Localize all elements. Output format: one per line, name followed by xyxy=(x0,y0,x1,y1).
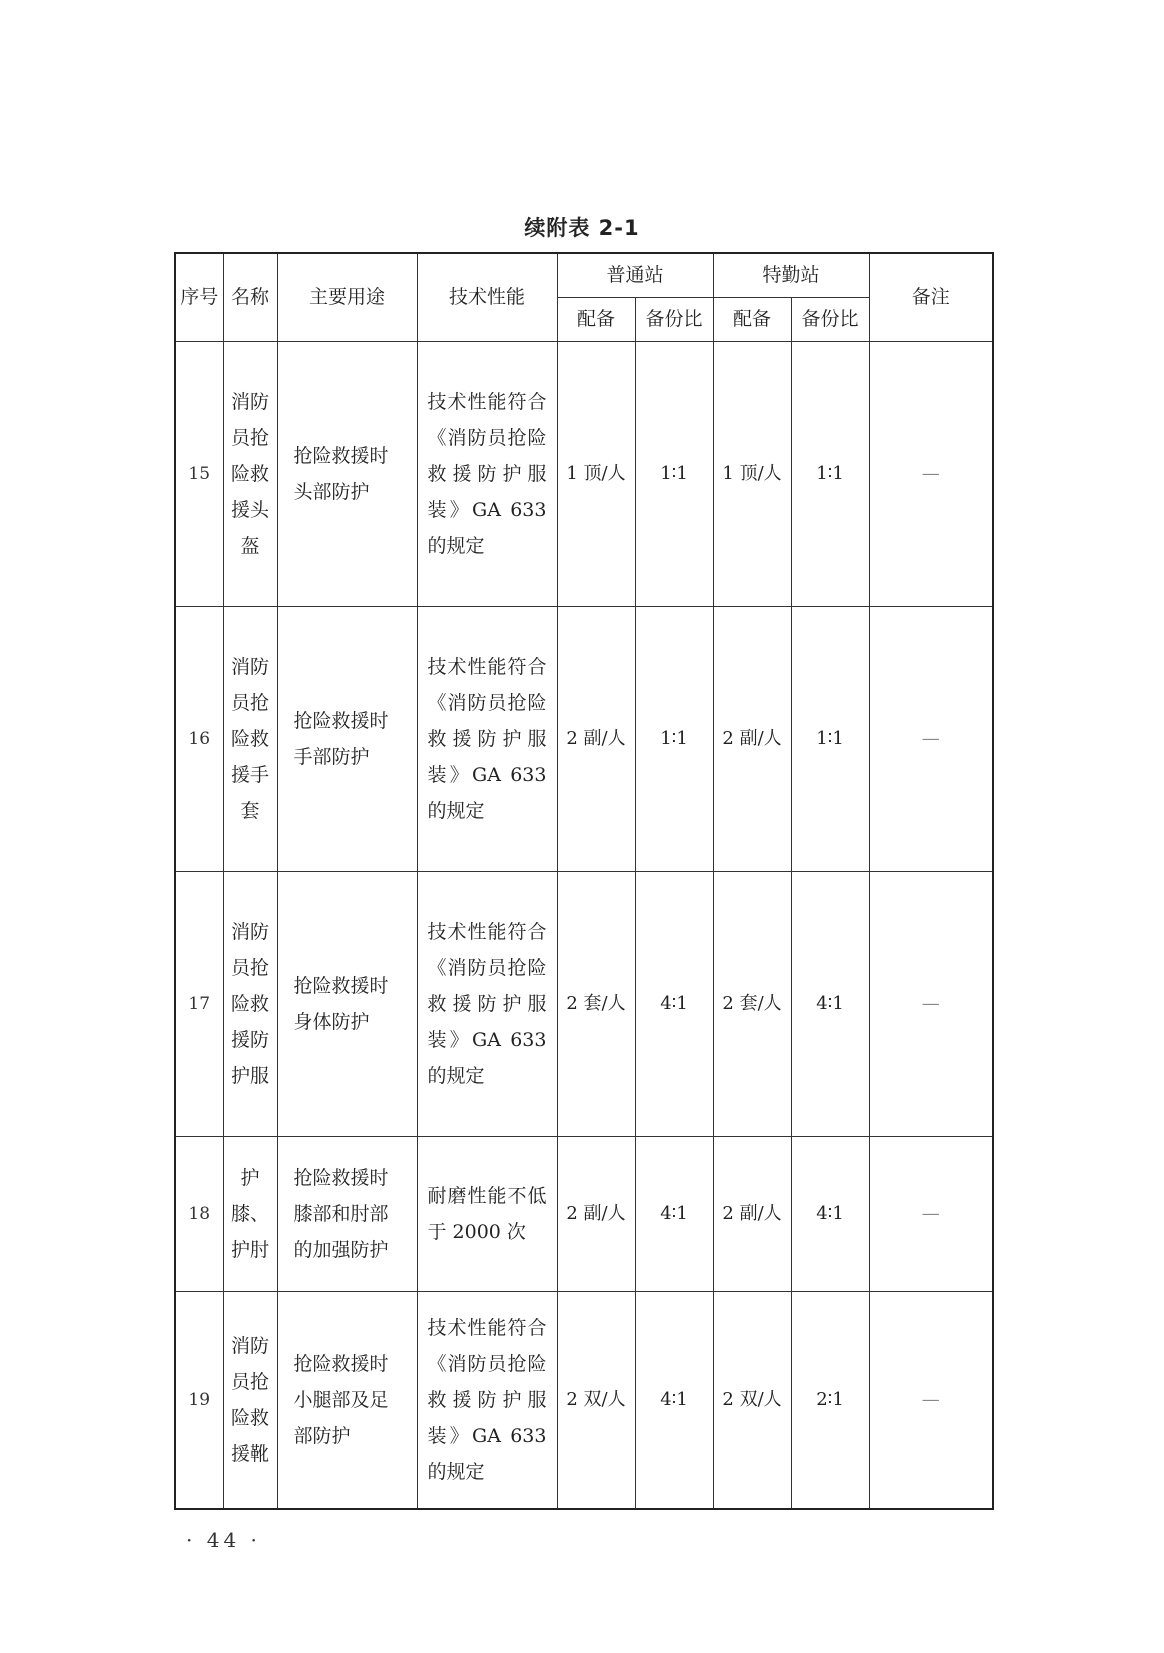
header-regular-allocation: 配备 xyxy=(557,297,635,341)
cell-special-allocation: 2 双/人 xyxy=(713,1291,791,1509)
table-row xyxy=(175,871,993,1136)
cell-regular-backup-ratio: 4∶1 xyxy=(635,871,713,1136)
cell-name: 消防员抢险救援手套 xyxy=(223,606,277,871)
cell-remarks: — xyxy=(869,871,993,1136)
cell-seq: 15 xyxy=(175,341,223,606)
cell-special-backup-ratio: 4∶1 xyxy=(791,871,869,1136)
table-row xyxy=(175,606,993,871)
cell-spec: 技术性能符合《消防员抢险救援防护服装》GA 633 的规定 xyxy=(417,871,557,1136)
cell-name: 消防员抢险救援防护服 xyxy=(223,871,277,1136)
cell-special-backup-ratio: 1∶1 xyxy=(791,606,869,871)
cell-remarks: — xyxy=(869,341,993,606)
cell-regular-allocation: 2 双/人 xyxy=(557,1291,635,1509)
cell-remarks: — xyxy=(869,1291,993,1509)
cell-remarks: — xyxy=(869,606,993,871)
cell-special-allocation: 2 副/人 xyxy=(713,1136,791,1291)
cell-regular-backup-ratio: 4∶1 xyxy=(635,1136,713,1291)
cell-regular-allocation: 2 套/人 xyxy=(557,871,635,1136)
cell-use: 抢险救援时头部防护 xyxy=(277,341,417,606)
cell-seq: 19 xyxy=(175,1291,223,1509)
cell-regular-allocation: 2 副/人 xyxy=(557,1136,635,1291)
cell-spec: 技术性能符合《消防员抢险救援防护服装》GA 633 的规定 xyxy=(417,606,557,871)
cell-regular-allocation: 2 副/人 xyxy=(557,606,635,871)
header-use: 主要用途 xyxy=(277,253,417,341)
header-remarks: 备注 xyxy=(869,253,993,341)
cell-regular-backup-ratio: 1∶1 xyxy=(635,341,713,606)
cell-use: 抢险救援时身体防护 xyxy=(277,871,417,1136)
equipment-table xyxy=(174,252,994,1510)
cell-name: 消防员抢险救援头盔 xyxy=(223,341,277,606)
cell-use: 抢险救援时小腿部及足部防护 xyxy=(277,1291,417,1509)
table-row xyxy=(175,1136,993,1291)
header-spec: 技术性能 xyxy=(417,253,557,341)
cell-spec: 技术性能符合《消防员抢险救援防护服装》GA 633 的规定 xyxy=(417,341,557,606)
cell-special-allocation: 1 顶/人 xyxy=(713,341,791,606)
table-title: 续附表 2-1 xyxy=(524,216,640,240)
cell-name: 消防员抢险救援靴 xyxy=(223,1291,277,1509)
cell-remarks: — xyxy=(869,1136,993,1291)
cell-special-backup-ratio: 2∶1 xyxy=(791,1291,869,1509)
header-special-allocation: 配备 xyxy=(713,297,791,341)
cell-special-allocation: 2 副/人 xyxy=(713,606,791,871)
header-name: 名称 xyxy=(223,253,277,341)
cell-spec: 技术性能符合《消防员抢险救援防护服装》GA 633 的规定 xyxy=(417,1291,557,1509)
cell-seq: 16 xyxy=(175,606,223,871)
table-row xyxy=(175,341,993,606)
cell-regular-allocation: 1 顶/人 xyxy=(557,341,635,606)
cell-special-backup-ratio: 4∶1 xyxy=(791,1136,869,1291)
header-special-station: 特勤站 xyxy=(713,253,869,297)
table-row xyxy=(175,1291,993,1509)
cell-use: 抢险救援时手部防护 xyxy=(277,606,417,871)
cell-regular-backup-ratio: 1∶1 xyxy=(635,606,713,871)
cell-special-allocation: 2 套/人 xyxy=(713,871,791,1136)
cell-regular-backup-ratio: 4∶1 xyxy=(635,1291,713,1509)
header-regular-station: 普通站 xyxy=(557,253,713,297)
cell-seq: 17 xyxy=(175,871,223,1136)
header-special-backup-ratio: 备份比 xyxy=(791,297,869,341)
cell-name: 护膝、护肘 xyxy=(223,1136,277,1291)
header-regular-backup-ratio: 备份比 xyxy=(635,297,713,341)
page-number: · 44 · xyxy=(186,1528,261,1552)
cell-use: 抢险救援时膝部和肘部的加强防护 xyxy=(277,1136,417,1291)
cell-seq: 18 xyxy=(175,1136,223,1291)
cell-spec: 耐磨性能不低于 2000 次 xyxy=(417,1136,557,1291)
header-seq: 序号 xyxy=(175,253,223,341)
cell-special-backup-ratio: 1∶1 xyxy=(791,341,869,606)
